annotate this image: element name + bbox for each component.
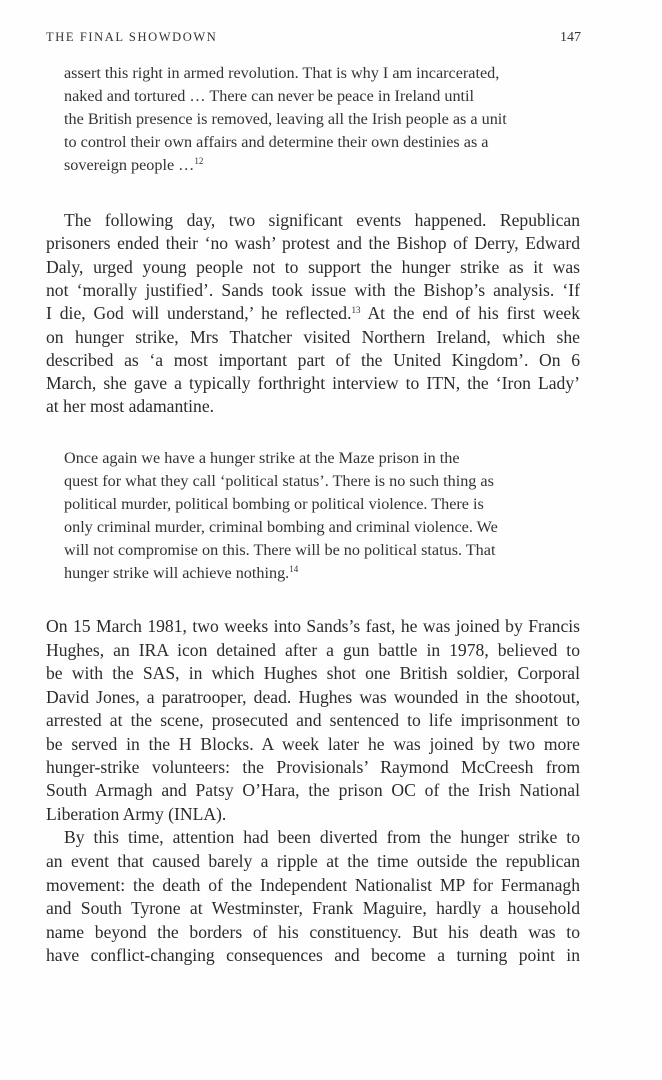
quote-text: sovereign people … [64, 156, 195, 174]
paragraph-line: at her most adamantine. [46, 396, 215, 416]
quote-line: will not compromise on this. There will be no political status. That [64, 541, 496, 559]
quote-line [64, 564, 298, 583]
paragraph-line: Daly, urged young people not to support the hunger strike as it was [46, 257, 580, 277]
paragraph-line: Hughes, an IRA icon detained after a gun battle in 1978, believed to [46, 640, 580, 660]
paragraph-line: described as ‘a most important part of the United Kingdom’. On 6 [46, 350, 580, 370]
paragraph-line: South Armagh and Patsy O’Hara, the prison OC of the Irish National [46, 780, 580, 800]
paragraph-line: movement: the death of the Independent Nationalist MP for Fermanagh [46, 875, 580, 895]
quote-line: the British presence is removed, leaving all the Irish people as a unit [64, 110, 507, 128]
paragraph-line: be served in the H Blocks. A week later he was joined by two more [46, 734, 580, 754]
footnote-ref: 13 [351, 305, 361, 315]
paragraph-line: Liberation Army (INLA). [46, 804, 227, 824]
quote-line: to control their own affairs and determine their own destinies as a [64, 133, 489, 151]
paragraph-line: On 15 March 1981, two weeks into Sands’s fast, he was joined by Francis [46, 616, 580, 636]
footnote-ref: 14 [289, 564, 299, 574]
paragraph-line: on hunger strike, Mrs Thatcher visited Northern Ireland, which she [46, 327, 580, 347]
paragraph-text: At the end of his first week [360, 303, 580, 323]
paragraph-line: prisoners ended their ‘no wash’ protest and the Bishop of Derry, Edward [46, 233, 580, 253]
footnote-ref: 12 [194, 156, 204, 166]
paragraph-line: be with the SAS, in which Hughes shot one British soldier, Corporal [46, 663, 580, 683]
quote-line: naked and tortured … There can never be peace in Ireland until [64, 87, 475, 105]
quote-line: quest for what they call ‘political status’. There is no such thing as [64, 472, 494, 490]
paragraph-line: name beyond the borders of his constituency. But his death was to [46, 922, 580, 942]
paragraph-line [46, 303, 580, 324]
paragraph-line: an event that caused barely a ripple at the time outside the republican [46, 851, 580, 871]
paragraph-text: I die, God will understand,’ he reflected. [46, 303, 352, 323]
page-number: 147 [560, 30, 581, 45]
paragraph-line: arrested at the scene, prosecuted and sentenced to life imprisonment to [46, 710, 580, 730]
quote-line: Once again we have a hunger strike at the Maze prison in the [64, 449, 460, 467]
paragraph-line: The following day, two significant events happened. Republican [64, 210, 580, 230]
paragraph-line: David Jones, a paratrooper, dead. Hughes was wounded in the shootout, [46, 687, 580, 707]
quote-line [64, 156, 203, 175]
quote-line: only criminal murder, criminal bombing and criminal violence. We [64, 518, 498, 536]
quote-line: assert this right in armed revolution. That is why I am incarcerated, [64, 64, 500, 82]
paragraph-line: hunger-strike volunteers: the Provisionals’ Raymond McCreesh from [46, 757, 580, 777]
quote-line: political murder, political bombing or political violence. There is [64, 495, 484, 513]
running-head-title: THE FINAL SHOWDOWN [46, 30, 218, 44]
paragraph-line: have conflict-changing consequences and become a turning point in [46, 945, 580, 965]
paragraph-line: March, she gave a typically forthright interview to ITN, the ‘Iron Lady’ [46, 373, 580, 393]
paragraph-line: not ‘morally justified’. Sands took issue with the Bishop’s analysis. ‘If [46, 280, 580, 300]
paragraph-line: By this time, attention had been diverted from the hunger strike to [64, 827, 580, 847]
paragraph-line: and South Tyrone at Westminster, Frank Maguire, hardly a household [46, 898, 580, 918]
quote-text: hunger strike will achieve nothing. [64, 564, 290, 582]
